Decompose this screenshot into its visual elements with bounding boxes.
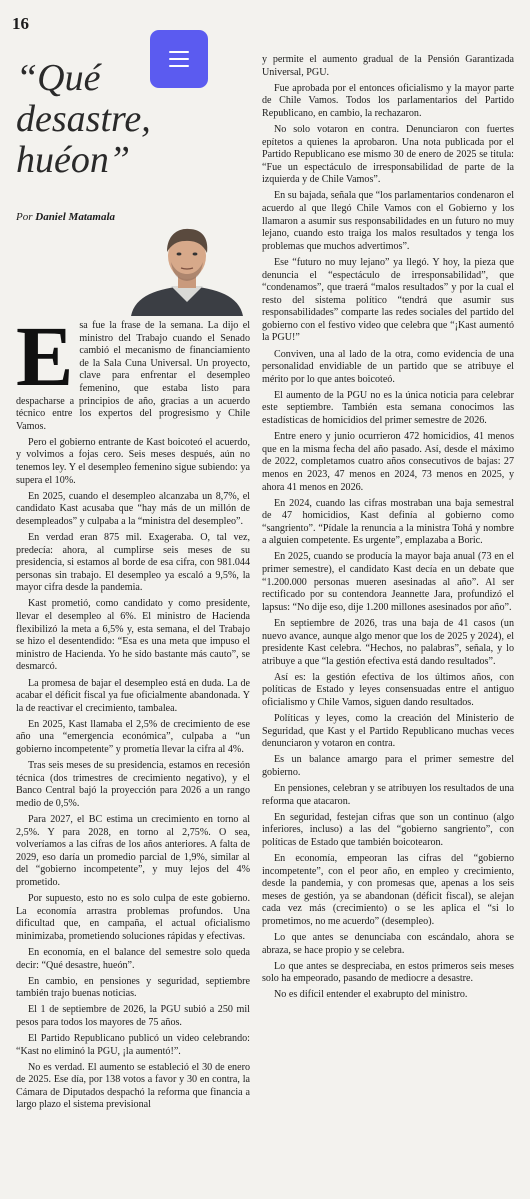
headline-line: desastre,	[16, 98, 151, 140]
article-paragraph: En economía, en el balance del semestre solo queda decir: “Qué desastre, hueón”.	[16, 946, 250, 971]
article-paragraph: Entre enero y junio ocurrieron 472 homicidios, 41 menos que en la misma fecha del año pasado. Así, desde el máximo de 2022, completamos cuatro años consecutivos de bajas: 27 menos en 2023, 47 menos en 2024, 73 menos en 2025, y ahora 41 menos en 2026.	[262, 431, 514, 493]
article-paragraph: En 2024, cuando las cifras mostraban una baja semestral de 47 homicidios, Kast definía al gobierno como “sangriento”. “Pídale la renuncia a la ministra Tohá y nombre a alguien competente. Es urgente”, emplazaba a Boric.	[262, 497, 514, 547]
article-paragraph: Pero el gobierno entrante de Kast boicoteó el acuerdo, y volvimos a fojas cero. Seis meses después, aún no tenemos ley. Y el desempleo femenino sigue subiendo: ya supera el 10%.	[16, 436, 250, 486]
page-number: 16	[12, 14, 29, 33]
article-paragraph: En 2025, Kast llamaba el 2,5% de crecimiento de ese año una “emergencia económica”, culpaba a “un gobierno incompetente” y prometía llevar la cifra al 4%.	[16, 718, 250, 755]
article-paragraph: Así es: la gestión efectiva de los últimos años, con políticas de Estado y leyes consensuadas entre el antiguo oficialismo y Chile Vamos, siguen dando resultados.	[262, 671, 514, 708]
article-paragraph: No es difícil entender el exabrupto del ministro.	[274, 989, 468, 1001]
article-paragraph: Ese “futuro no muy lejano” ya llegó. Y hoy, la pieza que denuncia el “espectáculo de irresponsabilidad”, que “condenamos”, que traerá “malos resultados” y por la cual el resto del sistema político “tendrá que asumir sus responsabilidades” comparte las redes sociales del partido del gobierno con el festivo video que celebra que “¡Kast aumentó la PGU!”	[262, 256, 514, 344]
article-paragraph: No solo votaron en contra. Denunciaron con fuertes epítetos a quienes la aprobaron. Una nota publicada por el Partido Republicano ese mismo 30 de enero de 2025 se titula: “Fue un espectáculo de irresponsabilidad de parte de la izquierda y de Chile Vamos”.	[262, 123, 514, 186]
article-paragraph: Por supuesto, esto no es solo culpa de este gobierno. La economía arrastra problemas profundos. Una dificultad que, en campaña, el actual oficialismo minimizaba, prometiendo soluciones rápidas y efectivas.	[16, 893, 250, 942]
article-paragraph: En 2025, cuando se producía la mayor baja anual (73 en el primer semestre), el candidato Kast decía en un debate que “1.200.000 personas mueren asesinadas al año”. Al ser rectificado por su contendora Jeannette Jara, profundizó el lapsus: “No dije eso, dije 1.200 millones asesinados por año”.	[262, 551, 514, 613]
article-paragraph: En su bajada, señala que “los parlamentarios condenaron el acuerdo al que llegó Chile Vamos con el Gobierno y los llamaron a asumir sus responsabilidades en un futuro no muy lejano, cuando esto traiga los malos resultados y tenga los problemas que muchos advertimos”.	[262, 190, 514, 252]
article-paragraph	[16, 308, 250, 433]
headline-line: huéon”	[16, 139, 130, 181]
article-paragraph: Conviven, una al lado de la otra, como evidencia de una personalidad envidiable de un partido que se atribuye el mérito por lo que antes boicoteó.	[262, 348, 514, 385]
article-paragraph: Tras seis meses de su presidencia, estamos en recesión técnica (dos trimestres de crecimiento negativo), y el Banco Central bajó la proyección para 2026 a un rango medio de 0,5%.	[16, 760, 250, 809]
article-paragraph: En seguridad, festejan cifras que son un continuo (algo inferiores, incluso) a las del “gobierno sangriento”, con políticas de Estado que también boicotearon.	[262, 811, 514, 848]
article-paragraph: En pensiones, celebran y se atribuyen los resultados de una reforma que atacaron.	[262, 783, 514, 807]
article-paragraph: No es verdad. El aumento se estableció el 30 de enero de 2025. Ese día, por 138 votos a favor y 30 en contra, la Cámara de Diputados despachó la reforma que financia a largo plazo el sistema previsional	[16, 1061, 250, 1111]
article-paragraph: y permite el aumento gradual de la Pensión Garantizada Universal, PGU.	[262, 54, 514, 78]
article-paragraph: Kast prometió, como candidato y como presidente, llevar el desempleo al 6%. El ministro de Hacienda flexibilizó la meta a 6,5% y, esta semana, el del Trabajo se hizo el desentendido: “Esa es una meta que impuso el ministro de Hacienda. Yo he sido bastante más cauto”, se desmarcó.	[16, 598, 250, 673]
article-column-right	[262, 54, 514, 1006]
article-paragraph: En septiembre de 2026, tras una baja de 41 casos (un nuevo avance, aunque algo menor que los de 2025 y 2024), el presidente Kast celebra. “Hechos, no palabras”, señala, y lo atribuye a que “la gestión efectiva está dando resultados”.	[262, 617, 514, 667]
article-paragraph: En cambio, en pensiones y seguridad, septiembre también trajo buenas noticias.	[16, 975, 250, 1000]
article-paragraph: Fue aprobada por el entonces oficialismo y la mayor parte de Chile Vamos. Todos los parlamentarios del Partido Republicano, en cambio, la rechazaron.	[262, 82, 514, 119]
article-paragraph: Es un balance amargo para el primer semestre del gobierno.	[262, 754, 514, 778]
author-name: Daniel Matamala	[35, 211, 116, 223]
author-portrait	[123, 224, 251, 316]
headline	[16, 58, 256, 181]
article-paragraph: La promesa de bajar el desempleo está en duda. La de acabar el déficit fiscal ya fue oficialmente abandonada. Y la de reactivar el crecimiento, tambalea.	[16, 677, 250, 714]
article-paragraph: El 1 de septiembre de 2026, la PGU subió a 250 mil pesos para todos los mayores de 75 años.	[16, 1004, 250, 1028]
article-paragraph: El aumento de la PGU no es la única noticia para celebrar este septiembre. También esta semana conocimos las estadísticas de homicidios del primer semestre de 2026.	[262, 389, 514, 427]
article-paragraph: Lo que antes se denunciaba con escándalo, ahora se abraza, se hace propio y se celebra.	[262, 932, 514, 956]
drop-cap: E	[16, 308, 74, 404]
menu-icon-line	[169, 51, 189, 53]
article-paragraph: Lo que antes se despreciaba, en estos primeros seis meses solo ha empeorado, pasando de mediocre a desastre.	[262, 960, 514, 985]
article-paragraph: Para 2027, el BC estima un crecimiento en torno al 2,5%. Y para 2028, en torno al 2,75%. O sea, volveríamos a las cifras de los años anteriores. A falta de 2029, eso daría un promedio parcial de 1,9%, similar al del “gobierno incompetente”, y muy lejos del 4% prometido.	[16, 813, 250, 888]
paragraph-text: sa fue la frase de la semana. La dijo el ministro del Trabajo cuando el Senado cambió el mecanismo de financiamiento de la Sala Cuna Universal. Un proyecto, clave para enfrentar el desempleo femenino, que estaba listo para despacharse a principios de año, gracias a un acuerdo técnico entre los expertos del progresismo y Chile Vamos.	[16, 320, 250, 432]
headline-line: “Qué	[16, 57, 101, 99]
article-paragraph: En 2025, cuando el desempleo alcanzaba un 8,7%, el candidato Kast acusaba que “hay más de un millón de desempleados” y culpaba a la “ministra del desempleo”.	[16, 490, 250, 527]
article-column-left	[16, 308, 250, 1116]
article-paragraph: En economía, empeoran las cifras del “gobierno incompetente”, con el peor año, en empleo y crecimiento, desde la pandemia, y con promesas que, apenas a los seis meses de gestión, ya se abandonan (déficit fiscal), se alejan cada vez más (crecimiento) o se les aplica el “si lo prometimos, no me acuerdo” (desempleo).	[262, 853, 514, 927]
article-paragraph: En verdad eran 875 mil. Exageraba. O, tal vez, predecía: ahora, al cumplirse seis meses de su presidencia, si estamos al borde de esa cifra, con 981.044 personas sin trabajo. El desempleo ya escaló a 9,5%, la mayor cifra desde la pandemia.	[16, 532, 250, 594]
byline-prefix: Por	[16, 211, 33, 223]
article-paragraph: Políticas y leyes, como la creación del Ministerio de Seguridad, que Kast y el Partido Republicano muchas veces denunciaron y votaron en contra.	[262, 713, 514, 750]
byline	[16, 211, 115, 223]
article-paragraph: El Partido Republicano publicó un video celebrando: “Kast no eliminó la PGU, ¡la aumentó!”.	[16, 1032, 250, 1057]
